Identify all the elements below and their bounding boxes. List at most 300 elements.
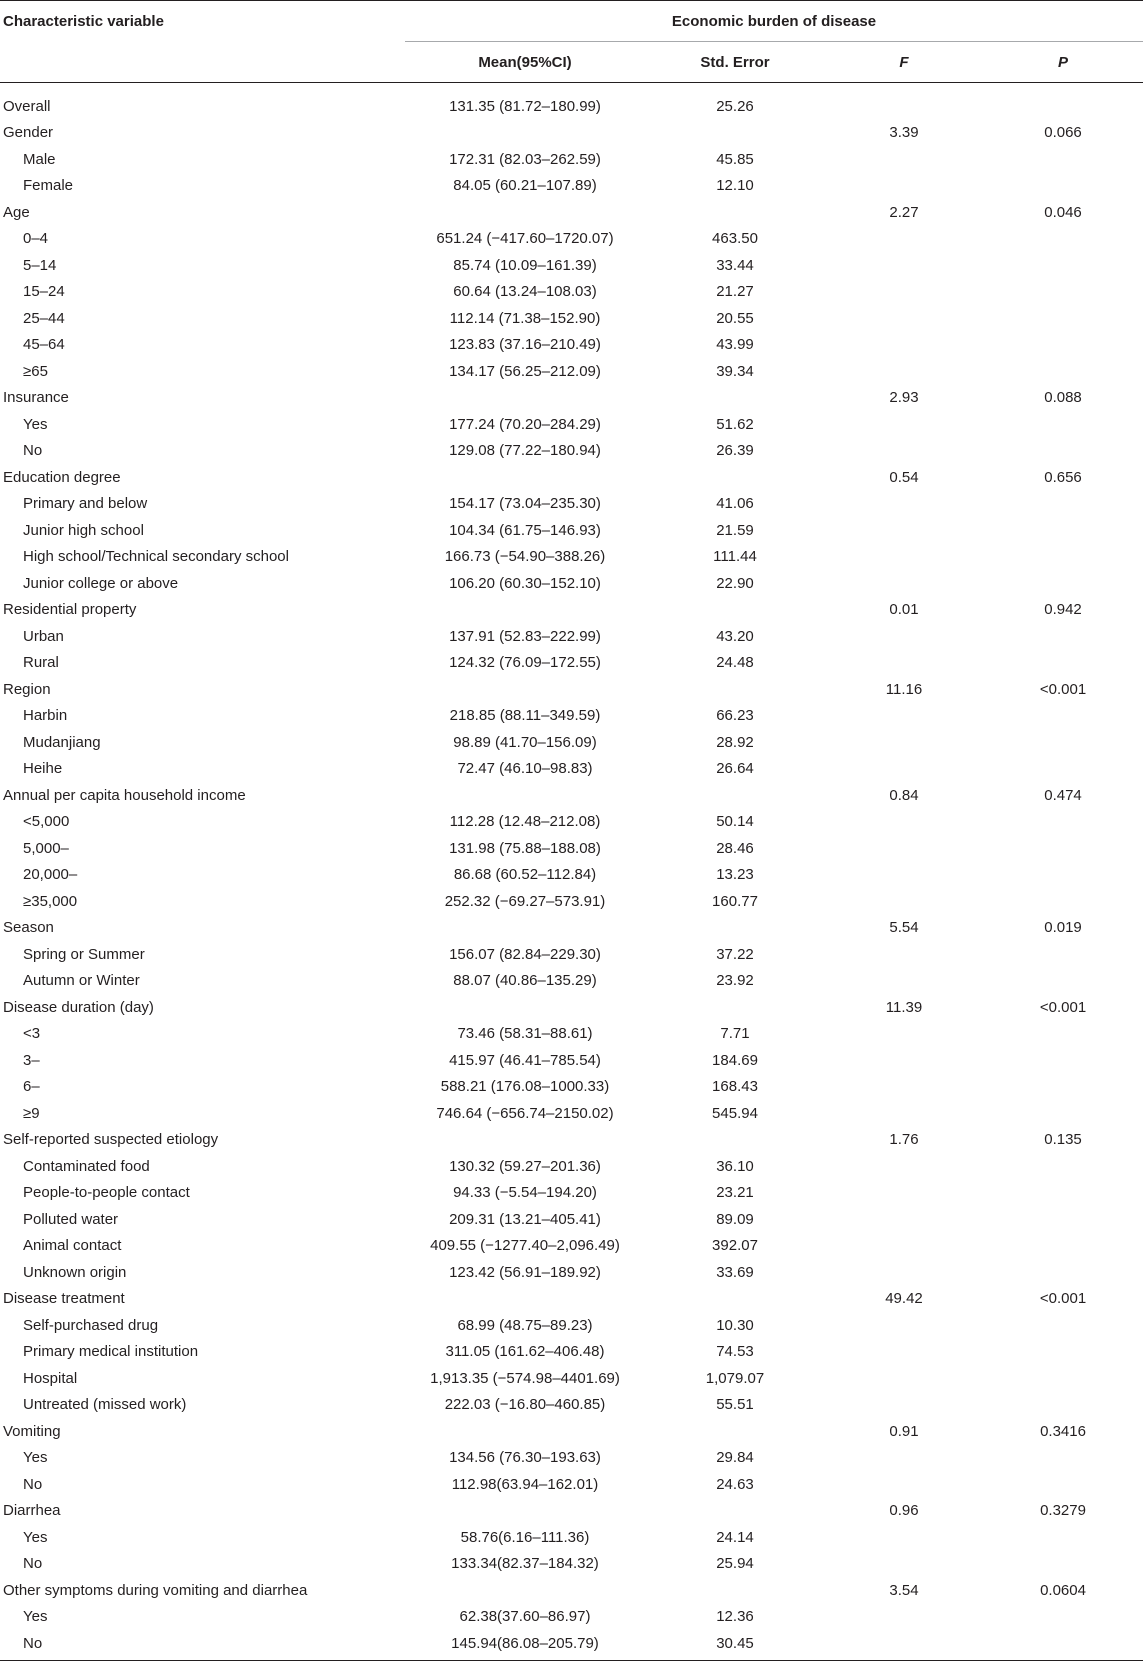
p-value-cell: <0.001 (1039, 680, 1087, 698)
std-error-cell: 24.48 (716, 654, 754, 672)
p-value-cell (983, 491, 1143, 518)
p-value-cell (983, 279, 1143, 306)
p-value-cell (983, 1392, 1143, 1419)
row-label: No (23, 1475, 43, 1493)
row-label: High school/Technical secondary school (23, 548, 289, 566)
mean-ci-cell: 145.94(86.08–205.79) (405, 1630, 645, 1660)
mean-ci-cell: 415.97 (46.41–785.54) (449, 1051, 601, 1069)
p-value-cell (983, 544, 1143, 571)
p-value-cell (983, 729, 1143, 756)
header-row-columns (0, 42, 1143, 83)
mean-ci-cell (405, 120, 645, 147)
mean-ci-cell: 409.55 (−1277.40–2,096.49) (430, 1237, 620, 1255)
table-row (0, 464, 1143, 491)
p-value-cell (983, 888, 1143, 915)
p-value-cell (983, 1524, 1143, 1551)
row-label: Disease treatment (3, 1290, 125, 1308)
f-value-cell (825, 544, 983, 571)
std-error-cell: 45.85 (716, 150, 754, 168)
table-row (0, 438, 1143, 465)
mean-ci-cell: 588.21 (176.08–1000.33) (440, 1078, 610, 1096)
std-error-cell: 36.10 (716, 1157, 754, 1175)
mean-ci-cell (405, 1498, 645, 1525)
p-value-cell: 0.656 (1044, 468, 1082, 486)
mean-ci-cell: 73.46 (58.31–88.61) (457, 1025, 593, 1043)
f-value-cell (825, 1021, 983, 1048)
row-label: Disease duration (day) (3, 998, 154, 1016)
std-error-cell: 545.94 (712, 1104, 758, 1122)
table-row (0, 782, 1143, 809)
std-error-cell: 26.64 (716, 760, 754, 778)
mean-ci-cell: 72.47 (46.10–98.83) (457, 760, 593, 778)
row-label: Harbin (23, 707, 68, 725)
std-error-cell: 12.36 (716, 1608, 754, 1626)
f-value-cell (825, 1471, 983, 1498)
header-mean: Mean(95%CI) (478, 53, 572, 71)
table-row (0, 570, 1143, 597)
row-label: Autumn or Winter (23, 972, 140, 990)
row-label: Animal contact (23, 1237, 122, 1255)
row-label: 0–4 (23, 230, 49, 248)
header-economic-burden: Economic burden of disease (405, 1, 1143, 42)
std-error-cell: 22.90 (716, 574, 754, 592)
table-row (0, 1127, 1143, 1154)
mean-ci-cell: 252.32 (−69.27–573.91) (444, 892, 606, 910)
f-value-cell: 0.96 (889, 1502, 919, 1520)
f-value-cell (825, 1524, 983, 1551)
std-error-cell: 10.30 (716, 1316, 754, 1334)
table-row (0, 994, 1143, 1021)
row-label: Primary medical institution (23, 1343, 199, 1361)
f-value-cell (825, 358, 983, 385)
mean-ci-cell: 86.68 (60.52–112.84) (453, 866, 597, 884)
row-label: 3– (23, 1051, 40, 1069)
table-row (0, 1392, 1143, 1419)
std-error-cell: 39.34 (716, 362, 754, 380)
row-label: Overall (3, 97, 51, 115)
row-label: ≥35,000 (23, 892, 78, 910)
p-value-cell (983, 1471, 1143, 1498)
mean-ci-cell: 104.34 (61.75–146.93) (449, 521, 601, 539)
mean-ci-cell: 209.31 (13.21–405.41) (449, 1210, 601, 1228)
mean-ci-cell: 112.14 (71.38–152.90) (449, 309, 601, 327)
table-row (0, 411, 1143, 438)
std-error-cell (645, 1498, 825, 1525)
row-label: 25–44 (23, 309, 65, 327)
table-row (0, 1021, 1143, 1048)
mean-ci-cell: 166.73 (−54.90–388.26) (444, 548, 606, 566)
std-error-cell: 184.69 (712, 1051, 758, 1069)
std-error-cell: 66.23 (716, 707, 754, 725)
std-error-cell: 51.62 (716, 415, 754, 433)
table-row (0, 1471, 1143, 1498)
mean-ci-cell: 85.74 (10.09–161.39) (453, 256, 597, 274)
p-value-cell (983, 941, 1143, 968)
f-value-cell (825, 146, 983, 173)
table-row (0, 544, 1143, 571)
header-empty (0, 42, 405, 83)
p-value-cell (983, 1233, 1143, 1260)
mean-ci-cell: 154.17 (73.04–235.30) (449, 495, 601, 513)
p-value-cell (983, 862, 1143, 889)
p-value-cell (983, 1153, 1143, 1180)
p-value-cell (983, 1551, 1143, 1578)
table-row (0, 1074, 1143, 1101)
table-row (0, 1153, 1143, 1180)
mean-ci-cell: 177.24 (70.20–284.29) (449, 415, 601, 433)
row-label: ≥9 (23, 1104, 40, 1122)
row-label: Yes (23, 1449, 48, 1467)
p-value-cell: 0.046 (1044, 203, 1082, 221)
f-value-cell (825, 888, 983, 915)
table-header (0, 1, 1143, 83)
table-row (0, 862, 1143, 889)
mean-ci-cell: 84.05 (60.21–107.89) (453, 177, 597, 195)
std-error-cell: 1,079.07 (705, 1369, 765, 1387)
f-value-cell (825, 411, 983, 438)
f-value-cell (825, 1047, 983, 1074)
table-row (0, 809, 1143, 836)
std-error-cell (645, 915, 825, 942)
f-value-cell (825, 332, 983, 359)
f-value-cell (825, 756, 983, 783)
table-row (0, 915, 1143, 942)
p-value-cell (983, 1604, 1143, 1631)
row-label: Unknown origin (23, 1263, 127, 1281)
p-value-cell: 0.942 (1044, 601, 1082, 619)
p-value-cell (983, 1180, 1143, 1207)
std-error-cell: 37.22 (716, 945, 754, 963)
table-row (0, 491, 1143, 518)
row-label: ≥65 (23, 362, 48, 380)
std-error-cell: 28.92 (716, 733, 754, 751)
table-row (0, 1524, 1143, 1551)
std-error-cell: 12.10 (716, 177, 754, 195)
row-label: 20,000– (23, 866, 78, 884)
table-row (0, 968, 1143, 995)
table-row (0, 199, 1143, 226)
std-error-cell: 24.14 (716, 1528, 754, 1546)
table-row (0, 1339, 1143, 1366)
mean-ci-cell: 112.28 (12.48–212.08) (449, 813, 601, 831)
std-error-cell: 24.63 (716, 1475, 754, 1493)
table-row (0, 226, 1143, 253)
table-row (0, 941, 1143, 968)
table-row (0, 1418, 1143, 1445)
f-value-cell (825, 252, 983, 279)
mean-ci-cell: 134.56 (76.30–193.63) (449, 1449, 601, 1467)
std-error-cell: 43.99 (716, 336, 754, 354)
p-value-cell: 0.135 (1044, 1131, 1082, 1149)
table-row (0, 1498, 1143, 1525)
f-value-cell (825, 623, 983, 650)
mean-ci-cell: 651.24 (−417.60–1720.07) (436, 230, 614, 248)
f-value-cell (825, 279, 983, 306)
std-error-cell: 25.26 (716, 97, 754, 115)
p-value-cell (983, 93, 1143, 120)
mean-ci-cell: 172.31 (82.03–262.59) (449, 150, 601, 168)
mean-ci-cell: 58.76(6.16–111.36) (460, 1528, 590, 1546)
row-label: 5,000– (23, 839, 69, 857)
table-row (0, 385, 1143, 412)
row-label: Yes (23, 415, 48, 433)
f-value-cell (825, 570, 983, 597)
table-row (0, 93, 1143, 120)
p-value-cell (983, 1259, 1143, 1286)
p-value-cell (983, 438, 1143, 465)
f-value-cell (825, 1233, 983, 1260)
f-value-cell: 0.91 (889, 1422, 919, 1440)
table-row (0, 729, 1143, 756)
std-error-cell (645, 385, 825, 412)
row-label: Mudanjiang (23, 733, 101, 751)
mean-ci-cell (405, 199, 645, 226)
table-body (0, 83, 1143, 1661)
mean-ci-cell: 98.89 (41.70–156.09) (453, 733, 597, 751)
std-error-cell: 28.46 (716, 839, 754, 857)
f-value-cell (825, 1445, 983, 1472)
p-value-cell (983, 703, 1143, 730)
f-value-cell (825, 305, 983, 332)
table-row (0, 1577, 1143, 1604)
p-value-cell (983, 517, 1143, 544)
row-label: Residential property (3, 601, 137, 619)
mean-ci-cell (405, 1286, 645, 1313)
p-value-cell: 0.0604 (1040, 1581, 1086, 1599)
f-value-cell: 11.39 (885, 998, 923, 1016)
std-error-cell (645, 464, 825, 491)
row-label: Age (3, 203, 30, 221)
std-error-cell (645, 1577, 825, 1604)
p-value-cell (983, 305, 1143, 332)
row-label: Other symptoms during vomiting and diarrhea (3, 1581, 308, 1599)
row-label: <5,000 (23, 813, 70, 831)
f-value-cell (825, 226, 983, 253)
p-value-cell (983, 226, 1143, 253)
f-value-cell (825, 968, 983, 995)
row-label: Rural (23, 654, 59, 672)
f-value-cell (825, 941, 983, 968)
mean-ci-cell: 137.91 (52.83–222.99) (449, 627, 601, 645)
std-error-cell: 160.77 (712, 892, 758, 910)
std-error-cell: 168.43 (712, 1078, 758, 1096)
table-row (0, 146, 1143, 173)
mean-ci-cell (405, 915, 645, 942)
p-value-cell: 0.066 (1044, 124, 1082, 142)
std-error-cell: 23.92 (716, 972, 754, 990)
mean-ci-cell: 222.03 (−16.80–460.85) (444, 1396, 606, 1414)
mean-ci-cell: 129.08 (77.22–180.94) (449, 442, 601, 460)
header-std-error: Std. Error (700, 53, 770, 71)
table-row (0, 305, 1143, 332)
p-value-cell (983, 1100, 1143, 1127)
p-value-cell (983, 809, 1143, 836)
std-error-cell: 111.44 (713, 548, 757, 566)
std-error-cell: 13.23 (716, 866, 754, 884)
std-error-cell: 55.51 (716, 1396, 754, 1414)
f-value-cell: 3.54 (889, 1581, 919, 1599)
f-value-cell: 11.16 (885, 680, 923, 698)
p-value-cell: 0.088 (1044, 389, 1082, 407)
table-row (0, 623, 1143, 650)
mean-ci-cell (405, 1418, 645, 1445)
row-label: Heihe (23, 760, 63, 778)
header-row-group (0, 1, 1143, 42)
p-value-cell (983, 358, 1143, 385)
mean-ci-cell: 746.64 (−656.74–2150.02) (436, 1104, 614, 1122)
std-error-cell: 29.84 (716, 1449, 754, 1467)
std-error-cell: 33.44 (716, 256, 754, 274)
mean-ci-cell: 131.35 (81.72–180.99) (449, 97, 601, 115)
f-value-cell (825, 729, 983, 756)
f-value-cell (825, 438, 983, 465)
table-row (0, 1100, 1143, 1127)
std-error-cell: 392.07 (712, 1237, 758, 1255)
mean-ci-cell: 134.17 (56.25–212.09) (449, 362, 601, 380)
table-row (0, 1604, 1143, 1631)
f-value-cell (825, 1365, 983, 1392)
mean-ci-cell: 106.20 (60.30–152.10) (449, 574, 601, 592)
f-value-cell (825, 1312, 983, 1339)
table-row (0, 1365, 1143, 1392)
mean-ci-cell: 88.07 (40.86–135.29) (453, 972, 597, 990)
f-value-cell (825, 1100, 983, 1127)
row-label: 45–64 (23, 336, 65, 354)
p-value-cell (983, 1339, 1143, 1366)
row-label: No (23, 442, 43, 460)
mean-ci-cell: 133.34(82.37–184.32) (451, 1555, 599, 1573)
row-label: 6– (23, 1078, 40, 1096)
p-value-cell: 0.474 (1044, 786, 1082, 804)
p-value-cell (983, 1445, 1143, 1472)
p-value-cell (983, 146, 1143, 173)
f-value-cell (825, 93, 983, 120)
f-value-cell (825, 517, 983, 544)
std-error-cell (645, 199, 825, 226)
p-value-cell (983, 1047, 1143, 1074)
row-label: 15–24 (23, 283, 65, 301)
p-value-cell (983, 1365, 1143, 1392)
table-row (0, 756, 1143, 783)
p-value-cell (983, 1021, 1143, 1048)
mean-ci-cell: 94.33 (−5.54–194.20) (453, 1184, 597, 1202)
mean-ci-cell: 131.98 (75.88–188.08) (449, 839, 601, 857)
row-label: Spring or Summer (23, 945, 145, 963)
row-label: Education degree (3, 468, 121, 486)
table-row (0, 1259, 1143, 1286)
p-value-cell (983, 756, 1143, 783)
row-label: Gender (3, 124, 54, 142)
row-label: Self-reported suspected etiology (3, 1131, 219, 1149)
std-error-cell: 33.69 (716, 1263, 754, 1281)
mean-ci-cell (405, 782, 645, 809)
table-row (0, 676, 1143, 703)
p-value-cell: <0.001 (1039, 1290, 1087, 1308)
table-row (0, 358, 1143, 385)
f-value-cell (825, 1206, 983, 1233)
f-value-cell (825, 173, 983, 200)
row-label: People-to-people contact (23, 1184, 190, 1202)
row-label: Annual per capita household income (3, 786, 246, 804)
mean-ci-cell: 123.42 (56.91–189.92) (449, 1263, 601, 1281)
std-error-cell: 43.20 (716, 627, 754, 645)
p-value-cell (983, 570, 1143, 597)
p-value-cell: 0.3279 (1040, 1502, 1086, 1520)
f-value-cell: 0.54 (889, 468, 919, 486)
std-error-cell: 41.06 (716, 495, 754, 513)
row-label: Female (23, 177, 74, 195)
header-characteristic: Characteristic variable (3, 12, 164, 30)
mean-ci-cell: 123.83 (37.16–210.49) (449, 336, 601, 354)
f-value-cell: 1.76 (889, 1131, 919, 1149)
row-label: Junior college or above (23, 574, 179, 592)
row-label: Region (3, 680, 51, 698)
std-error-cell: 74.53 (716, 1343, 754, 1361)
mean-ci-cell (405, 1577, 645, 1604)
mean-ci-cell: 124.32 (76.09–172.55) (449, 654, 601, 672)
p-value-cell (983, 1312, 1143, 1339)
table-row (0, 1206, 1143, 1233)
row-label: No (23, 1555, 43, 1573)
std-error-cell (645, 1127, 825, 1154)
p-value-cell (983, 173, 1143, 200)
row-label: Yes (23, 1528, 48, 1546)
f-value-cell (825, 1392, 983, 1419)
table-row (0, 332, 1143, 359)
p-value-cell: <0.001 (1039, 998, 1087, 1016)
f-value-cell (825, 1074, 983, 1101)
std-error-cell (645, 120, 825, 147)
row-label: Untreated (missed work) (23, 1396, 187, 1414)
mean-ci-cell: 156.07 (82.84–229.30) (449, 945, 601, 963)
p-value-cell (983, 623, 1143, 650)
f-value-cell: 0.01 (889, 601, 919, 619)
table-row (0, 1180, 1143, 1207)
table-row (0, 888, 1143, 915)
f-value-cell: 5.54 (889, 919, 919, 937)
table-row (0, 1551, 1143, 1578)
row-label: Insurance (3, 389, 69, 407)
p-value-cell (983, 1206, 1143, 1233)
std-error-cell: 21.27 (716, 283, 754, 301)
mean-ci-cell (405, 385, 645, 412)
f-value-cell: 2.27 (889, 203, 919, 221)
table-row (0, 279, 1143, 306)
mean-ci-cell: 1,913.35 (−574.98–4401.69) (430, 1369, 620, 1387)
row-label: Male (23, 150, 56, 168)
f-value-cell (825, 809, 983, 836)
row-label: Urban (23, 627, 64, 645)
row-label: Polluted water (23, 1210, 119, 1228)
p-value-cell (983, 411, 1143, 438)
p-value-cell (983, 968, 1143, 995)
table-row (0, 835, 1143, 862)
f-value-cell (825, 650, 983, 677)
f-value-cell (825, 703, 983, 730)
std-error-cell (645, 1418, 825, 1445)
f-value-cell: 3.39 (889, 124, 919, 142)
std-error-cell: 26.39 (716, 442, 754, 460)
f-value-cell (825, 1551, 983, 1578)
f-value-cell (825, 491, 983, 518)
f-value-cell (825, 1259, 983, 1286)
header-p: P (1058, 53, 1069, 71)
table-row (0, 1286, 1143, 1313)
row-label: Junior high school (23, 521, 144, 539)
row-label: Diarrhea (3, 1502, 61, 1520)
std-error-cell: 89.09 (716, 1210, 754, 1228)
table-row (0, 597, 1143, 624)
